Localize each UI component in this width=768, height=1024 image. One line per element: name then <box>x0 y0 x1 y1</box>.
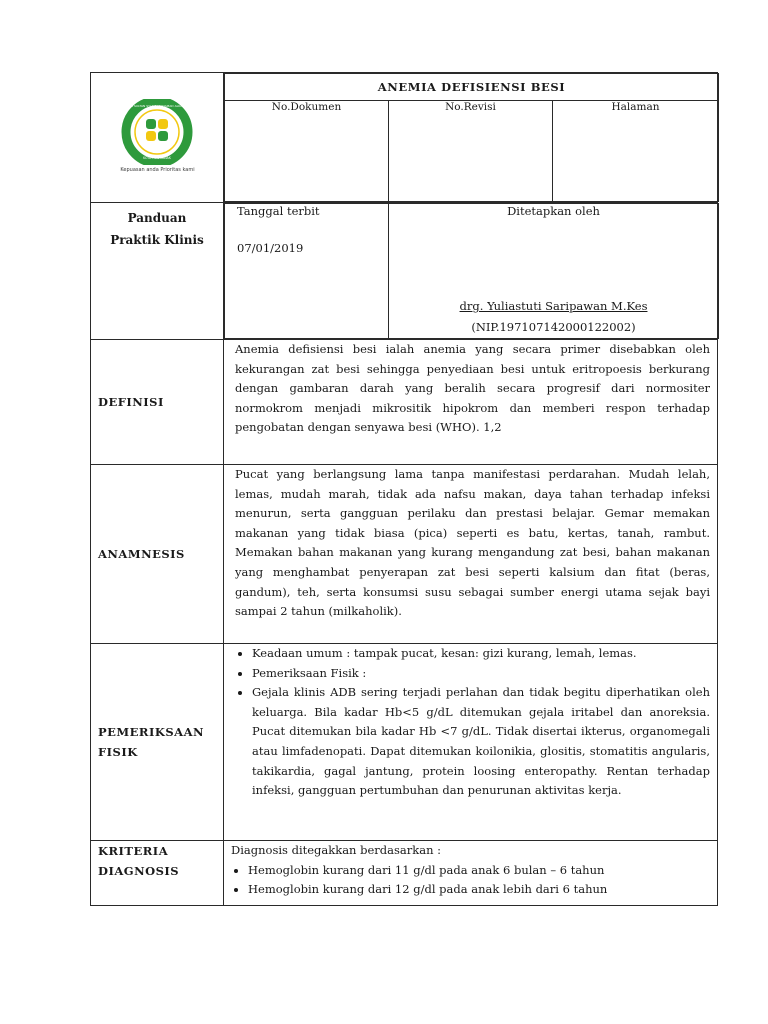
pemeriksaan-list <box>224 644 717 801</box>
pemeriksaan-content-cell <box>224 644 718 841</box>
hospital-logo-icon <box>118 99 196 165</box>
logo-cell <box>91 73 224 203</box>
logo-ring-text: RSUD SULTAN SYARIF MOHAMAD ALKADRIE <box>124 104 190 108</box>
kriteria-label-line2: DIAGNOSIS <box>98 864 180 878</box>
halaman-label: Halaman <box>553 101 719 202</box>
no-revisi-label: No.Revisi <box>389 101 553 202</box>
tanggal-terbit-value: 07/01/2019 <box>237 241 304 255</box>
panduan-row <box>91 203 718 340</box>
panduan-label: Panduan Praktik Klinis <box>110 211 204 247</box>
kriteria-label <box>91 841 223 881</box>
header-row <box>91 73 718 203</box>
kriteria-row <box>91 841 718 906</box>
kriteria-list <box>224 861 717 900</box>
panduan-label-cell <box>91 203 224 340</box>
kriteria-label-cell <box>91 841 224 906</box>
anamnesis-text: Pucat yang berlangsung lama tanpa manifestasi perdarahan. Mudah lelah, lemas, mudah marah, tidak ada nafsu makan, daya tahan terhadap infeksi menurun, serta gangguan perilaku dan prestasi belajar. Gemar memakan makanan yang tidak biasa (pica) seperti es batu, kertas, tanah, rambut. Memakan bahan makanan yang kurang mengandung zat besi, bahan makanan yang menghambat penyerapan zat besi seperti kalsium dan fitat (beras, gandum), teh, serta konsumsi susu sebagai sumber energi utama sejak bayi sampai 2 tahun (milkaholik). <box>235 467 710 619</box>
panduan-info-cell <box>224 203 718 340</box>
definisi-label: DEFINISI <box>98 395 164 409</box>
list-item: • Gejala klinis ADB sering terjadi perlahan dan tidak begitu diperhatikan oleh keluarga. Bila kadar Hb<5 g/dL ditemukan gejala iritabel dan anoreksia. Pucat ditemukan bila kadar Hb <7 g/dL. Tidak disertai ikterus, organomegali atau limfadenopati. Dapat ditemukan koilonikia, glositis, stomatitis angularis, takikardia, gagal jantung, protein loosing enteropathy. Rentan terhadap infeksi, gangguan pertumbuhan dan penurunan aktivitas kerja. <box>252 683 710 801</box>
pemeriksaan-row <box>91 644 718 841</box>
ditetapkan-oleh-label: Ditetapkan oleh <box>507 204 600 218</box>
definisi-label-cell <box>91 340 224 465</box>
list-item: • Hemoglobin kurang dari 11 g/dl pada anak 6 bulan – 6 tahun <box>248 861 710 881</box>
pemeriksaan-label-cell <box>91 644 224 841</box>
anamnesis-content-cell <box>224 465 718 644</box>
pemeriksaan-label-line1: PEMERIKSAAN <box>98 725 205 739</box>
tanggal-terbit-label: Tanggal terbit <box>237 204 320 218</box>
anamnesis-row <box>91 465 718 644</box>
pemeriksaan-label-line2: FISIK <box>98 745 138 759</box>
definisi-content-cell <box>224 340 718 465</box>
list-item: • Hemoglobin kurang dari 12 g/dl pada anak lebih dari 6 tahun <box>248 880 710 900</box>
sop-table <box>90 72 718 906</box>
logo-bottom-text: KOTA PONTIANAK <box>143 156 171 160</box>
kriteria-content-cell <box>224 841 718 906</box>
document-title: ANEMIA DEFISIENSI BESI <box>225 74 719 101</box>
no-dokumen-label: No.Dokumen <box>225 101 389 202</box>
definisi-row <box>91 340 718 465</box>
signer-nip: (NIP.197107142000122002) <box>471 320 636 334</box>
signer-name: drg. Yuliastuti Saripawan M.Kes <box>459 299 648 313</box>
document-sheet <box>90 72 717 906</box>
pemeriksaan-label <box>91 722 223 762</box>
list-item: • Keadaan umum : tampak pucat, kesan: gizi kurang, lemah, lemas. <box>252 644 710 664</box>
header-info-cell <box>224 73 718 203</box>
list-item: • Pemeriksaan Fisik : <box>252 664 710 684</box>
anamnesis-label: ANAMNESIS <box>98 547 185 561</box>
logo-tagline: Kepuasan anda Prioritas kami <box>120 167 195 173</box>
definisi-text: Anemia defisiensi besi ialah anemia yang secara primer disebabkan oleh kekurangan zat besi sehingga penyediaan besi untuk eritropoesis berkurang dengan gambaran darah yang beralih secara progresif dari normositer normokrom menjadi mikrositik hipokrom dan memberi respon terhadap pengobatan dengan senyawa besi (WHO). 1,2 <box>235 342 710 435</box>
kriteria-intro: Diagnosis ditegakkan berdasarkan : <box>231 843 442 857</box>
kriteria-label-line1: KRITERIA <box>98 844 169 858</box>
anamnesis-label-cell <box>91 465 224 644</box>
